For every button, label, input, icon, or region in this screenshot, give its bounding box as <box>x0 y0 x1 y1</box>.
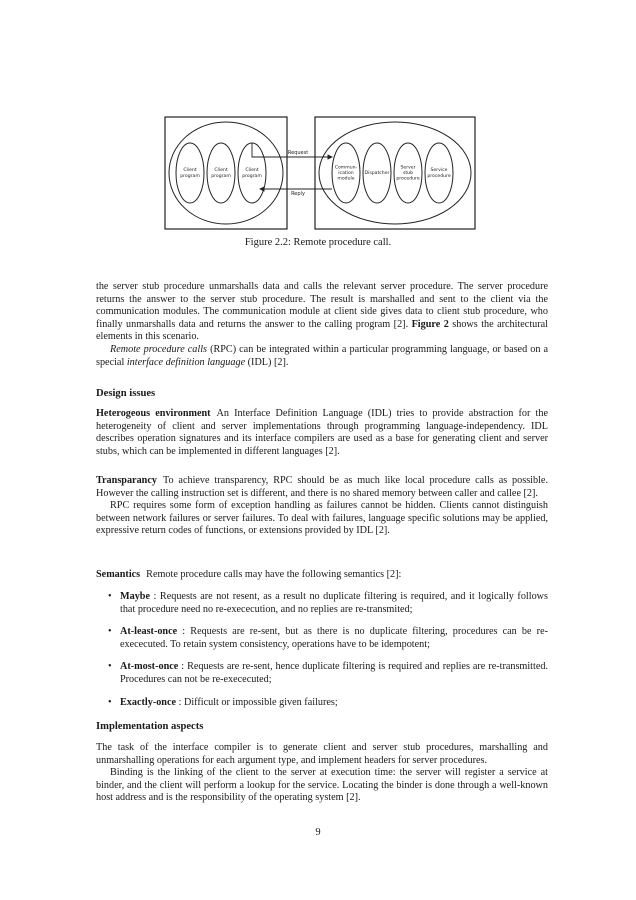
transparency-paragraph-2: RPC requires some form of exception handling as failures cannot be hidden. Clients cannot distinguish between network failures or server failures. To deal with failures, language specific solutions may be applied, expressive return codes of functions, or extensions provided by IDL [2]. <box>96 500 548 537</box>
client-label-3: Client program <box>242 168 262 179</box>
implementation-heading: Implementation aspects <box>96 721 204 732</box>
semantics-term: At-least-once <box>120 626 178 638</box>
semantics-list <box>96 591 548 709</box>
transparency-paragraph-1: Transparancy To achieve transparency, RPC should be as much like local procedure calls as possible. However the calling instruction set is different, and there is no shared memory between caller and callee [2]. <box>96 475 548 499</box>
semantics-item <box>96 591 548 616</box>
server-label-3: Server stub procedure <box>396 165 420 182</box>
client-label-2: Client program <box>211 168 231 179</box>
intro-text <box>96 281 548 369</box>
semantics-term: Maybe <box>120 591 150 602</box>
semantics-description: : Requests are re-sent, hence duplicate filtering is required and replies are re-transmitted. Procedures can not be re-exececuted; <box>120 661 548 685</box>
semantics-item <box>96 626 548 651</box>
semantics-term: Exactly-once <box>120 696 177 708</box>
bullet-icon: • <box>108 661 112 673</box>
bullet-icon: • <box>108 696 112 708</box>
server-label-1: Commun-ication module <box>334 165 358 182</box>
semantics-item <box>96 697 548 710</box>
figure-caption: Figure 2.2: Remote procedure call. <box>244 237 392 248</box>
server-label-2: Dispatcher <box>364 171 390 176</box>
semantics-item <box>96 661 548 686</box>
hetero-paragraph: Heterogeous environment An Interface Definition Language (IDL) tries to provide abstraction for the heterogeneity of client and server implementations through programming language-independency. IDL describes operation signatures and its interface compilers are used as a base for generating client and server stubs, which can be implemented in different languages [2]. <box>96 408 548 457</box>
implementation-section <box>96 742 548 805</box>
implementation-paragraph-1: The task of the interface compiler is to generate client and server stub procedures, marshalling and unmarshalling operations for each argument type, and implement headers for server procedures. <box>96 742 548 766</box>
hetero-title: Heterogeous environment <box>96 408 211 419</box>
design-issues-heading: Design issues <box>96 388 156 399</box>
semantics-section <box>96 569 548 582</box>
page-number: 9 <box>315 827 321 838</box>
bullet-icon: • <box>108 626 112 638</box>
transparency-section <box>96 475 548 538</box>
semantics-description: : Requests are not resent, as a result no duplicate filtering is required, and it logically follows that procedure need no re-exececution, and no replies are re-transmited; <box>120 591 548 615</box>
semantics-intro: Semantics Remote procedure calls may have the following semantics [2]: <box>96 569 402 580</box>
reply-label: Reply <box>291 191 305 197</box>
transparency-title: Transparancy <box>96 475 157 486</box>
semantics-title: Semantics <box>96 569 141 580</box>
semantics-list-container <box>96 591 548 709</box>
semantics-term: At-most-once <box>120 661 179 673</box>
server-label-4: Service procedure <box>427 168 451 179</box>
rpc-diagram <box>164 116 476 230</box>
client-label-1: Client program <box>180 168 200 179</box>
semantics-description: : Difficult or impossible given failures; <box>176 696 338 708</box>
rpc-figure <box>164 116 476 230</box>
intro-paragraph-2: Remote procedure calls (RPC) can be integrated within a particular programming language, or based on a special interface definition language (IDL) [2]. <box>96 343 548 368</box>
request-label: Request <box>287 150 309 156</box>
figure-reference[interactable]: Figure 2 <box>411 318 449 330</box>
bullet-icon: • <box>108 591 112 602</box>
hetero-section <box>96 408 548 458</box>
intro-paragraph-1: the server stub procedure unmarshalls data and calls the relevant server procedure. The server procedure returns the answer to the server stub procedure. The result is marshalled and sent to the client via the communication modules. The communication module at client side gives data to client stub procedure, who finally unmarshalls data and returns the answer to the calling program [2]. Figure 2 shows the architectural elements in this scenario. <box>96 281 548 343</box>
implementation-paragraph-2: Binding is the linking of the client to the server at execution time: the server will register a service at binder, and the client will perform a lookup for the service. Locating the binder is done through a well-known host address and is the responsibility of the operating system [2]. <box>96 767 548 804</box>
semantics-description: : Requests are re-sent, but as there is no duplicate filtering, procedures can be re-exececuted. To retain system consistency, operations have to be idempotent; <box>120 626 548 650</box>
